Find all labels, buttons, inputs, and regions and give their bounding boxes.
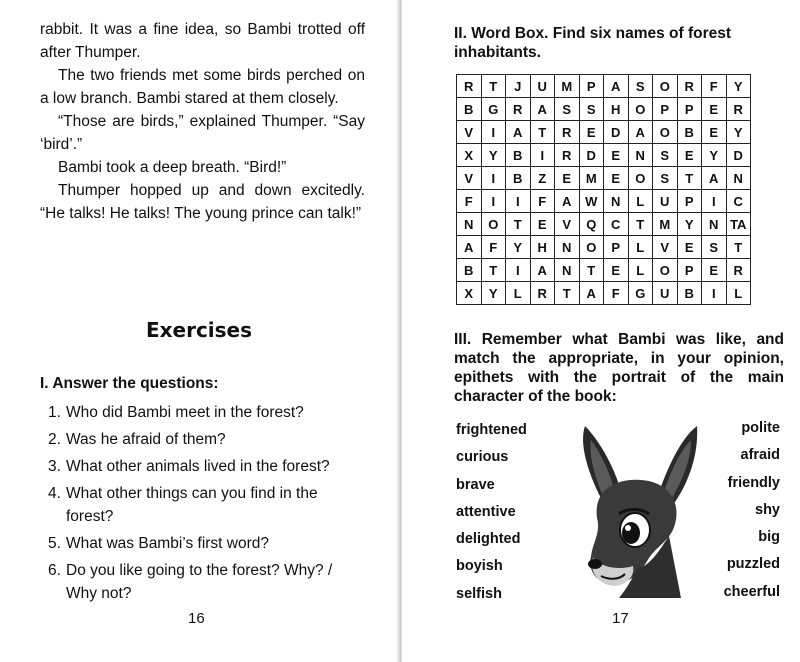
grid-cell: T	[555, 282, 580, 305]
grid-cell: B	[506, 144, 531, 167]
question-text: What was Bambi’s first word?	[66, 535, 269, 552]
grid-cell: G	[481, 98, 506, 121]
grid-cell: R	[555, 144, 580, 167]
grid-cell: M	[579, 167, 604, 190]
grid-cell: Q	[579, 213, 604, 236]
story-text	[40, 18, 365, 225]
grid-cell: R	[506, 98, 531, 121]
grid-cell: M	[653, 213, 678, 236]
grid-cell: O	[628, 167, 653, 190]
story-paragraph: Thumper hopped up and down excitedly. “He talks! He talks! The young prince can talk!”	[40, 182, 365, 222]
grid-row	[457, 167, 751, 190]
grid-cell: E	[604, 167, 629, 190]
grid-cell: N	[555, 259, 580, 282]
grid-cell: A	[530, 98, 555, 121]
grid-cell: N	[702, 213, 727, 236]
grid-cell: P	[677, 190, 702, 213]
grid-cell: T	[628, 213, 653, 236]
grid-cell: S	[628, 75, 653, 98]
grid-cell: O	[653, 259, 678, 282]
grid-cell: E	[579, 121, 604, 144]
grid-cell: F	[604, 282, 629, 305]
grid-cell: W	[579, 190, 604, 213]
grid-cell: E	[702, 121, 727, 144]
grid-cell: A	[530, 259, 555, 282]
grid-cell: R	[726, 98, 751, 121]
grid-cell: P	[677, 98, 702, 121]
grid-cell: V	[457, 167, 482, 190]
grid-cell: Z	[530, 167, 555, 190]
grid-cell: L	[628, 236, 653, 259]
question-text: What other things can you find in the forest?	[66, 485, 318, 525]
grid-row	[457, 282, 751, 305]
epithet: polite	[741, 420, 780, 436]
grid-cell: E	[555, 167, 580, 190]
grid-cell: P	[653, 98, 678, 121]
grid-cell: E	[604, 259, 629, 282]
bambi-portrait	[557, 418, 707, 598]
grid-cell: F	[457, 190, 482, 213]
grid-cell: R	[457, 75, 482, 98]
grid-cell: I	[702, 282, 727, 305]
grid-cell: U	[530, 75, 555, 98]
grid-cell: H	[604, 98, 629, 121]
question-number: 2.	[48, 431, 61, 448]
grid-cell: R	[530, 282, 555, 305]
question-text: Was he afraid of them?	[66, 431, 226, 448]
grid-cell: Y	[481, 282, 506, 305]
epithet: attentive	[456, 503, 516, 520]
grid-cell: N	[628, 144, 653, 167]
grid-cell: A	[604, 75, 629, 98]
story-paragraph: “Those are birds,” explained Thumper. “Say ‘bird’.”	[40, 113, 365, 153]
question-number: 4.	[48, 485, 61, 502]
grid-cell: O	[481, 213, 506, 236]
grid-cell: O	[579, 236, 604, 259]
grid-row	[457, 75, 751, 98]
grid-cell: I	[506, 190, 531, 213]
word-search-grid	[456, 74, 751, 305]
grid-cell: H	[530, 236, 555, 259]
grid-cell: I	[530, 144, 555, 167]
page-number: 17	[612, 610, 629, 627]
grid-cell: U	[653, 282, 678, 305]
grid-cell: P	[579, 75, 604, 98]
grid-cell: V	[555, 213, 580, 236]
grid-cell: L	[628, 259, 653, 282]
grid-cell: I	[481, 190, 506, 213]
grid-cell: A	[457, 236, 482, 259]
grid-cell: A	[579, 282, 604, 305]
grid-cell: A	[702, 167, 727, 190]
grid-cell: D	[726, 144, 751, 167]
question-item	[48, 455, 366, 478]
epithet: big	[758, 529, 780, 546]
question-number: 6.	[48, 562, 61, 579]
grid-cell: P	[677, 259, 702, 282]
grid-cell: G	[628, 282, 653, 305]
grid-cell: I	[506, 259, 531, 282]
grid-cell: S	[702, 236, 727, 259]
grid-cell: B	[506, 167, 531, 190]
grid-cell: A	[555, 190, 580, 213]
grid-cell: I	[702, 190, 727, 213]
grid-cell: E	[677, 144, 702, 167]
grid-cell: T	[506, 213, 531, 236]
question-text: What other animals lived in the forest?	[66, 458, 330, 475]
epithet: selfish	[456, 585, 502, 602]
grid-cell: O	[653, 75, 678, 98]
grid-cell: R	[726, 259, 751, 282]
word-box-heading: II. Word Box. Find six names of forest inhabitants.	[454, 25, 732, 61]
grid-cell: M	[555, 75, 580, 98]
questions-heading: I. Answer the questions:	[40, 375, 219, 392]
grid-cell: Y	[702, 144, 727, 167]
grid-row	[457, 144, 751, 167]
grid-cell: A	[628, 121, 653, 144]
grid-cell: E	[530, 213, 555, 236]
left-page	[0, 0, 398, 662]
grid-cell: Y	[506, 236, 531, 259]
epithet: frightened	[456, 422, 527, 438]
grid-row	[457, 190, 751, 213]
grid-cell: O	[628, 98, 653, 121]
grid-cell: N	[604, 190, 629, 213]
epithet: brave	[456, 476, 495, 493]
story-paragraph: The two friends met some birds perched on a low branch. Bambi stared at them closely.	[40, 67, 365, 107]
grid-cell: N	[726, 167, 751, 190]
grid-cell: B	[677, 282, 702, 305]
grid-cell: O	[653, 121, 678, 144]
grid-cell: V	[457, 121, 482, 144]
grid-cell: R	[555, 121, 580, 144]
grid-cell: T	[579, 259, 604, 282]
grid-cell: T	[481, 259, 506, 282]
grid-cell: B	[457, 98, 482, 121]
grid-cell: E	[677, 236, 702, 259]
story-paragraph: Bambi took a deep breath. “Bird!”	[58, 159, 287, 176]
grid-cell: L	[506, 282, 531, 305]
grid-cell: F	[530, 190, 555, 213]
matching-heading: III. Remember what Bambi was like, and match the appropriate, in your opinion, epithets with the portrait of the main character of the book:	[454, 331, 784, 405]
grid-cell: N	[555, 236, 580, 259]
grid-cell: S	[653, 167, 678, 190]
question-item	[48, 401, 366, 424]
grid-cell: U	[653, 190, 678, 213]
grid-cell: X	[457, 144, 482, 167]
grid-cell: L	[726, 282, 751, 305]
epithet: shy	[755, 501, 780, 518]
grid-row	[457, 121, 751, 144]
grid-cell: F	[481, 236, 506, 259]
grid-cell: T	[481, 75, 506, 98]
epithet: boyish	[456, 558, 503, 575]
grid-cell: S	[555, 98, 580, 121]
questions-list	[48, 401, 366, 609]
grid-row	[457, 259, 751, 282]
grid-cell: X	[457, 282, 482, 305]
grid-cell: L	[628, 190, 653, 213]
grid-cell: I	[481, 121, 506, 144]
question-number: 5.	[48, 535, 61, 552]
grid-cell: Y	[726, 75, 751, 98]
page-number: 16	[188, 610, 205, 627]
grid-cell: R	[677, 75, 702, 98]
epithet: cheerful	[723, 583, 780, 600]
grid-cell: Y	[726, 121, 751, 144]
grid-cell: Y	[677, 213, 702, 236]
grid-cell: E	[702, 259, 727, 282]
grid-cell: B	[457, 259, 482, 282]
question-item	[48, 532, 366, 555]
grid-cell: J	[506, 75, 531, 98]
grid-cell: S	[653, 144, 678, 167]
grid-cell: I	[481, 167, 506, 190]
grid-cell: C	[726, 190, 751, 213]
grid-cell: T	[677, 167, 702, 190]
grid-cell: P	[604, 236, 629, 259]
question-text: Do you like going to the forest? Why? / Why not?	[66, 562, 333, 602]
grid-cell: Y	[481, 144, 506, 167]
grid-cell: V	[653, 236, 678, 259]
question-number: 3.	[48, 458, 61, 475]
story-paragraph: rabbit. It was a fine idea, so Bambi trotted off after Thumper.	[40, 21, 365, 61]
question-number: 1.	[48, 404, 61, 421]
grid-cell: TA	[726, 213, 751, 236]
grid-cell: S	[579, 98, 604, 121]
epithet: afraid	[740, 447, 780, 464]
epithet: friendly	[727, 474, 780, 491]
grid-cell: B	[677, 121, 702, 144]
grid-row	[457, 236, 751, 259]
grid-cell: D	[579, 144, 604, 167]
grid-cell: T	[726, 236, 751, 259]
epithet: curious	[456, 449, 509, 466]
grid-cell: D	[604, 121, 629, 144]
epithets-right-column	[724, 418, 780, 609]
exercises-heading: Exercises	[145, 318, 253, 342]
question-text: Who did Bambi meet in the forest?	[66, 404, 304, 421]
grid-cell: E	[702, 98, 727, 121]
right-page	[402, 0, 800, 662]
epithet: delighted	[456, 531, 521, 548]
question-item	[48, 428, 366, 451]
question-item	[48, 559, 366, 605]
grid-cell: A	[506, 121, 531, 144]
grid-row	[457, 213, 751, 236]
grid-cell: T	[530, 121, 555, 144]
grid-cell: C	[604, 213, 629, 236]
epithets-left-column	[456, 420, 527, 611]
grid-cell: N	[457, 213, 482, 236]
grid-cell: F	[702, 75, 727, 98]
grid-cell: E	[604, 144, 629, 167]
epithet: puzzled	[726, 556, 780, 573]
grid-row	[457, 98, 751, 121]
question-item	[48, 482, 366, 528]
